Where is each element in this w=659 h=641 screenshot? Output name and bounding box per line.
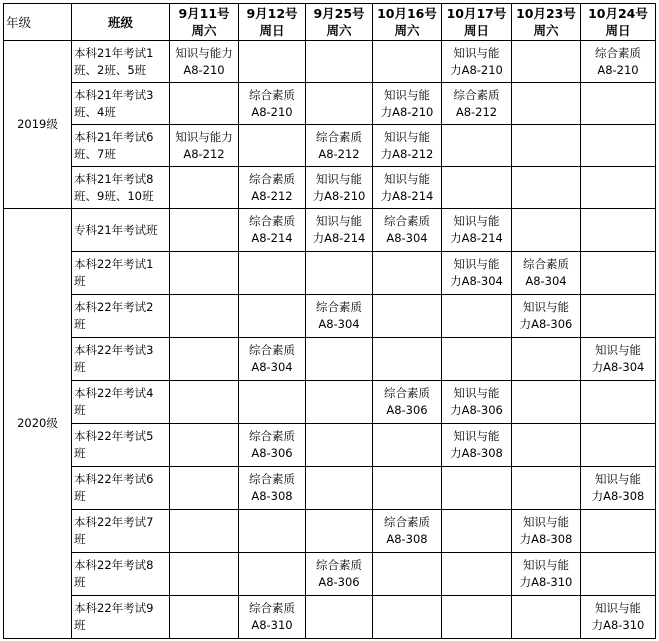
empty-slot-cell: [170, 338, 239, 381]
exam-subject-text: 综合素质: [249, 472, 295, 486]
empty-slot-cell: [442, 553, 512, 596]
exam-subject-text: 知识与能: [523, 515, 569, 529]
empty-slot-cell: [170, 167, 239, 209]
exam-subject-text: 综合素质: [249, 214, 295, 228]
empty-slot-cell: [239, 252, 306, 295]
exam-room-text: 力A8-210: [450, 62, 503, 77]
exam-subject-text: 知识与能: [384, 129, 430, 144]
exam-room-text: A8-306: [318, 575, 360, 589]
empty-slot-cell: [306, 41, 373, 83]
exam-room-text: 力A8-304: [450, 274, 503, 288]
exam-subject-text: 综合素质: [384, 386, 430, 400]
exam-subject-text: 知识与能: [316, 171, 362, 186]
table-row: [4, 338, 656, 381]
date-label: 10月17号: [446, 6, 507, 21]
class-cell: [72, 381, 170, 424]
exam-slot-cell: [306, 167, 373, 209]
class-cell: [72, 510, 170, 553]
class-name-line: 本科22年考试1: [74, 257, 154, 271]
empty-slot-cell: [512, 209, 581, 252]
exam-subject-text: 知识与能: [384, 171, 430, 186]
class-name-line: 本科22年考试8: [74, 558, 154, 572]
class-name-line: 班: [74, 403, 86, 417]
empty-slot-cell: [170, 209, 239, 252]
class-name-line: 班、2班、5班: [74, 62, 147, 77]
exam-subject-text: 知识与能: [523, 300, 569, 314]
empty-slot-cell: [170, 510, 239, 553]
exam-slot-cell: [373, 167, 442, 209]
table-row: [4, 167, 656, 209]
exam-room-text: A8-308: [251, 489, 293, 503]
table-row: [4, 295, 656, 338]
exam-room-text: 力A8-310: [519, 575, 573, 589]
date-label: 10月16号: [377, 6, 437, 21]
header-row: [4, 4, 656, 41]
empty-slot-cell: [239, 510, 306, 553]
exam-subject-text: 知识与能: [523, 558, 569, 572]
exam-slot-cell: [581, 467, 656, 510]
exam-slot-cell: [373, 381, 442, 424]
empty-slot-cell: [170, 252, 239, 295]
grade-cell: 2019级: [4, 41, 72, 209]
exam-slot-cell: [306, 295, 373, 338]
empty-slot-cell: [373, 295, 442, 338]
exam-subject-text: 综合素质: [316, 129, 362, 144]
empty-slot-cell: [306, 381, 373, 424]
exam-room-text: 力A8-214: [312, 231, 366, 245]
class-name-line: 班: [74, 489, 86, 503]
empty-slot-cell: [239, 381, 306, 424]
class-name-line: 班: [74, 532, 86, 546]
exam-room-text: A8-304: [251, 360, 293, 374]
exam-slot-cell: [239, 596, 306, 639]
exam-slot-cell: [373, 510, 442, 553]
exam-room-text: 力A8-308: [591, 489, 645, 503]
date-label: 9月11号: [178, 6, 230, 21]
exam-room-text: 力A8-306: [519, 317, 573, 331]
exam-subject-text: 综合素质: [249, 171, 295, 186]
empty-slot-cell: [306, 510, 373, 553]
exam-room-text: A8-210: [597, 62, 639, 77]
date-header: [373, 4, 442, 41]
date-header: [442, 4, 512, 41]
exam-subject-text: 知识与能: [453, 429, 500, 443]
table-row: [4, 510, 656, 553]
empty-slot-cell: [442, 338, 512, 381]
class-name-line: 本科22年考试6: [74, 472, 154, 486]
exam-slot-cell: [581, 338, 656, 381]
empty-slot-cell: [581, 167, 656, 209]
exam-slot-cell: [512, 510, 581, 553]
exam-slot-cell: [512, 252, 581, 295]
class-cell: [72, 338, 170, 381]
exam-subject-text: 综合素质: [595, 45, 641, 60]
exam-subject-text: 综合素质: [249, 601, 295, 615]
exam-room-text: 力A8-304: [591, 360, 645, 374]
exam-slot-cell: [442, 252, 512, 295]
empty-slot-cell: [373, 41, 442, 83]
exam-room-text: A8-306: [251, 446, 293, 460]
exam-slot-cell: [442, 41, 512, 83]
empty-slot-cell: [306, 424, 373, 467]
empty-slot-cell: [170, 553, 239, 596]
table-row: [4, 381, 656, 424]
empty-slot-cell: [581, 125, 656, 167]
empty-slot-cell: [373, 553, 442, 596]
exam-subject-text: 知识与能: [316, 214, 362, 228]
empty-slot-cell: [306, 596, 373, 639]
exam-slot-cell: [170, 125, 239, 167]
class-name-line: 班、4班: [74, 104, 116, 119]
class-name-line: 本科21年考试1: [74, 45, 154, 60]
exam-subject-text: 综合素质: [384, 214, 430, 228]
empty-slot-cell: [581, 553, 656, 596]
exam-slot-cell: [239, 424, 306, 467]
empty-slot-cell: [442, 510, 512, 553]
exam-room-text: 力A8-214: [450, 231, 503, 245]
exam-subject-text: 综合素质: [249, 429, 295, 443]
exam-slot-cell: [306, 125, 373, 167]
exam-slot-cell: [239, 209, 306, 252]
date-header: [239, 4, 306, 41]
class-name-line: 本科22年考试7: [74, 515, 154, 529]
class-cell: [72, 167, 170, 209]
class-name-line: 本科21年考试3: [74, 87, 154, 102]
empty-slot-cell: [442, 125, 512, 167]
exam-room-text: 力A8-210: [312, 188, 366, 203]
exam-room-text: 力A8-308: [450, 446, 503, 460]
exam-subject-text: 综合素质: [384, 515, 430, 529]
empty-slot-cell: [512, 467, 581, 510]
empty-slot-cell: [170, 83, 239, 125]
class-name-line: 本科22年考试5: [74, 429, 154, 443]
weekday-label: 周六: [394, 23, 420, 38]
empty-slot-cell: [581, 252, 656, 295]
exam-subject-text: 知识与能: [453, 386, 500, 400]
empty-slot-cell: [170, 424, 239, 467]
table-body: [4, 41, 656, 639]
empty-slot-cell: [306, 467, 373, 510]
table-row: [4, 209, 656, 252]
exam-slot-cell: [373, 83, 442, 125]
weekday-label: 周日: [259, 23, 285, 38]
empty-slot-cell: [512, 83, 581, 125]
class-name-line: 本科22年考试3: [74, 343, 154, 357]
table-row: [4, 553, 656, 596]
exam-slot-cell: [170, 41, 239, 83]
exam-room-text: A8-308: [386, 532, 428, 546]
weekday-label: 周六: [191, 23, 217, 38]
class-name-line: 班: [74, 446, 86, 460]
date-header: [512, 4, 581, 41]
class-name-line: 班: [74, 274, 86, 288]
exam-subject-text: 知识与能力: [175, 129, 233, 144]
class-name-line: 本科21年考试6: [74, 129, 154, 144]
empty-slot-cell: [581, 83, 656, 125]
empty-slot-cell: [239, 553, 306, 596]
exam-slot-cell: [512, 295, 581, 338]
empty-slot-cell: [170, 381, 239, 424]
empty-slot-cell: [442, 596, 512, 639]
table-header: [4, 4, 656, 41]
table-row: [4, 596, 656, 639]
exam-slot-cell: [442, 83, 512, 125]
class-cell: [72, 596, 170, 639]
empty-slot-cell: [239, 41, 306, 83]
exam-room-text: A8-304: [318, 317, 360, 331]
empty-slot-cell: [239, 295, 306, 338]
exam-slot-cell: [239, 338, 306, 381]
class-name-line: 本科22年考试2: [74, 300, 154, 314]
empty-slot-cell: [373, 338, 442, 381]
empty-slot-cell: [442, 467, 512, 510]
exam-room-text: A8-304: [386, 231, 428, 245]
empty-slot-cell: [581, 381, 656, 424]
empty-slot-cell: [306, 252, 373, 295]
empty-slot-cell: [512, 167, 581, 209]
empty-slot-cell: [239, 125, 306, 167]
exam-room-text: 力A8-210: [380, 104, 434, 119]
class-cell: [72, 125, 170, 167]
empty-slot-cell: [581, 424, 656, 467]
exam-room-text: 力A8-308: [519, 532, 573, 546]
exam-room-text: A8-304: [525, 274, 567, 288]
class-name-line: 班: [74, 360, 86, 374]
empty-slot-cell: [442, 167, 512, 209]
date-label: 9月12号: [246, 6, 298, 21]
empty-slot-cell: [512, 424, 581, 467]
exam-slot-cell: [581, 596, 656, 639]
class-header: 班级: [72, 4, 170, 41]
exam-room-text: 力A8-214: [380, 188, 434, 203]
exam-slot-cell: [442, 209, 512, 252]
exam-subject-text: 综合素质: [316, 558, 362, 572]
class-name-line: 本科22年考试4: [74, 386, 154, 400]
table-row: [4, 252, 656, 295]
table-row: [4, 424, 656, 467]
exam-slot-cell: [373, 209, 442, 252]
empty-slot-cell: [373, 424, 442, 467]
empty-slot-cell: [170, 596, 239, 639]
class-name-line: 本科21年考试8: [74, 171, 154, 186]
class-cell: [72, 424, 170, 467]
grade-header: 年级: [4, 4, 72, 41]
date-header: [306, 4, 373, 41]
grade-cell: 2020级: [4, 209, 72, 639]
class-name-line: 班: [74, 575, 86, 589]
table-row: [4, 83, 656, 125]
exam-slot-cell: [512, 553, 581, 596]
exam-room-text: A8-306: [386, 403, 428, 417]
empty-slot-cell: [373, 467, 442, 510]
weekday-label: 周六: [326, 23, 352, 38]
date-label: 10月24号: [588, 6, 648, 21]
empty-slot-cell: [170, 467, 239, 510]
empty-slot-cell: [512, 338, 581, 381]
empty-slot-cell: [512, 41, 581, 83]
class-cell: [72, 252, 170, 295]
empty-slot-cell: [373, 252, 442, 295]
class-cell: [72, 467, 170, 510]
exam-slot-cell: [306, 209, 373, 252]
date-label: 9月25号: [313, 6, 365, 21]
exam-subject-text: 综合素质: [249, 87, 295, 102]
class-cell: [72, 41, 170, 83]
empty-slot-cell: [581, 510, 656, 553]
exam-subject-text: 综合素质: [249, 343, 295, 357]
exam-subject-text: 综合素质: [523, 257, 569, 271]
exam-subject-text: 知识与能: [595, 343, 641, 357]
exam-room-text: A8-212: [251, 188, 293, 203]
empty-slot-cell: [170, 295, 239, 338]
exam-subject-text: 综合素质: [453, 87, 500, 102]
class-name-line: 本科22年考试9: [74, 601, 154, 615]
empty-slot-cell: [512, 596, 581, 639]
exam-subject-text: 知识与能: [384, 87, 430, 102]
class-cell: [72, 209, 170, 252]
weekday-label: 周日: [605, 23, 631, 38]
table-row: [4, 467, 656, 510]
class-name-line: 班、7班: [74, 146, 116, 161]
date-label: 10月23号: [516, 6, 576, 21]
exam-subject-text: 知识与能: [453, 45, 500, 60]
exam-room-text: A8-210: [183, 62, 225, 77]
class-name-line: 班: [74, 317, 86, 331]
exam-subject-text: 知识与能: [453, 214, 500, 228]
exam-room-text: A8-212: [183, 146, 225, 161]
exam-slot-cell: [306, 553, 373, 596]
exam-slot-cell: [442, 424, 512, 467]
exam-slot-cell: [373, 125, 442, 167]
exam-subject-text: 知识与能: [595, 601, 641, 615]
empty-slot-cell: [306, 83, 373, 125]
exam-subject-text: 知识与能: [453, 257, 500, 271]
table-row: [4, 125, 656, 167]
exam-room-text: A8-210: [251, 104, 293, 119]
table-row: [4, 41, 656, 83]
class-cell: [72, 553, 170, 596]
class-name-line: 专科21年考试班: [74, 222, 158, 237]
class-name-line: 班: [74, 618, 86, 632]
exam-room-text: A8-212: [318, 146, 360, 161]
empty-slot-cell: [512, 125, 581, 167]
exam-slot-cell: [581, 41, 656, 83]
exam-slot-cell: [239, 467, 306, 510]
class-cell: [72, 83, 170, 125]
empty-slot-cell: [581, 295, 656, 338]
exam-room-text: A8-310: [251, 618, 293, 632]
exam-room-text: A8-212: [455, 104, 498, 119]
exam-subject-text: 知识与能力: [175, 45, 233, 60]
date-header: [581, 4, 656, 41]
empty-slot-cell: [581, 209, 656, 252]
empty-slot-cell: [306, 338, 373, 381]
empty-slot-cell: [442, 295, 512, 338]
class-name-line: 班、9班、10班: [74, 188, 154, 203]
exam-room-text: 力A8-212: [380, 146, 434, 161]
exam-schedule-table: [3, 3, 656, 639]
date-header: [170, 4, 239, 41]
exam-slot-cell: [442, 381, 512, 424]
class-cell: [72, 295, 170, 338]
empty-slot-cell: [512, 381, 581, 424]
exam-room-text: 力A8-310: [591, 618, 645, 632]
exam-room-text: 力A8-306: [450, 403, 503, 417]
weekday-label: 周六: [533, 23, 559, 38]
weekday-label: 周日: [463, 23, 489, 38]
exam-slot-cell: [239, 83, 306, 125]
exam-room-text: A8-214: [251, 231, 293, 245]
exam-slot-cell: [239, 167, 306, 209]
exam-subject-text: 知识与能: [595, 472, 641, 486]
empty-slot-cell: [373, 596, 442, 639]
exam-subject-text: 综合素质: [316, 300, 362, 314]
